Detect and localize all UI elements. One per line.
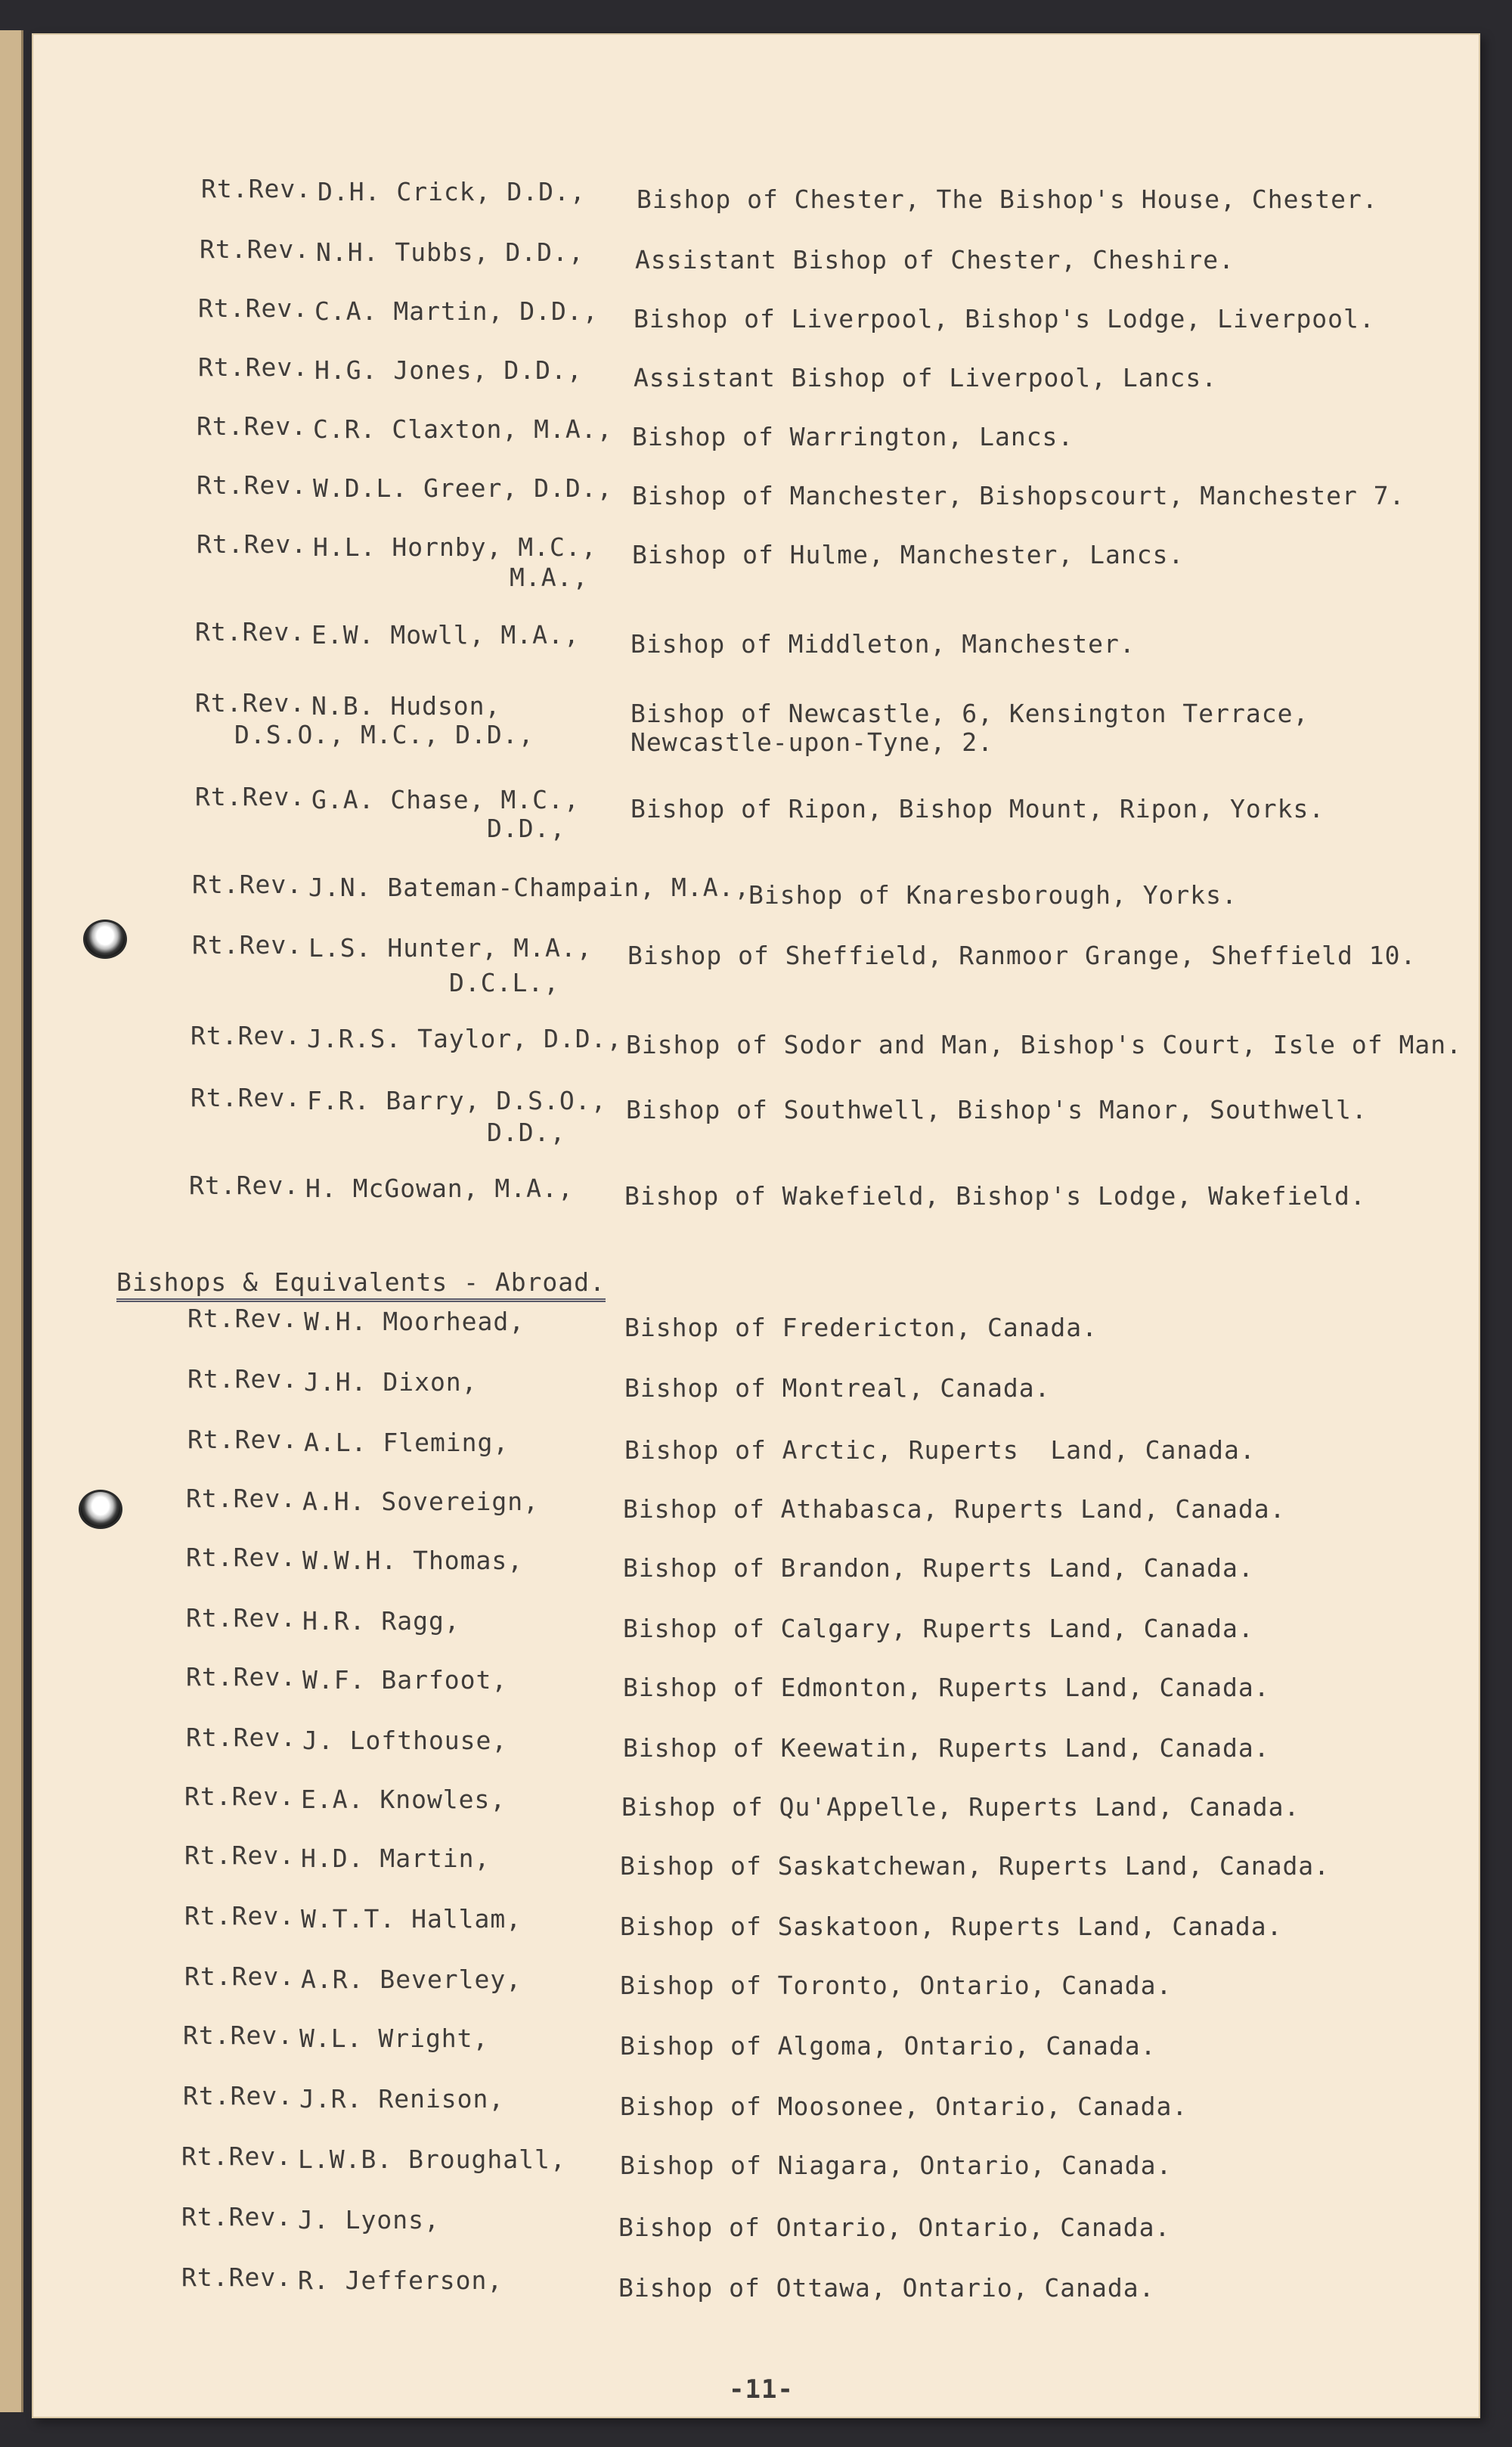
- entry-title: Rt.Rev.: [184, 1901, 296, 1931]
- entry-office-continued: Newcastle-upon-Tyne, 2.: [631, 727, 993, 757]
- entry-office: Bishop of Manchester, Bishopscourt, Manchester 7.: [632, 481, 1405, 510]
- entry-office: Bishop of Warrington, Lancs.: [632, 422, 1074, 451]
- entry-name: W.F. Barfoot,: [302, 1665, 508, 1695]
- entry-office: Bishop of Toronto, Ontario, Canada.: [620, 1971, 1173, 2000]
- entry-name: A.L. Fleming,: [304, 1428, 510, 1457]
- entry-office: Bishop of Middleton, Manchester.: [631, 629, 1136, 659]
- entry-title: Rt.Rev.: [195, 782, 306, 811]
- entry-name: E.A. Knowles,: [301, 1785, 507, 1814]
- entry-office: Bishop of Edmonton, Ruperts Land, Canada.: [623, 1673, 1270, 1702]
- entry-title: Rt.Rev.: [195, 617, 306, 647]
- punch-hole-icon: [83, 920, 127, 959]
- punch-hole-icon: [79, 1490, 122, 1529]
- entry-office: Bishop of Keewatin, Ruperts Land, Canada.: [623, 1733, 1270, 1763]
- entry-office: Bishop of Wakefield, Bishop's Lodge, Wakefield.: [624, 1181, 1366, 1211]
- entry-office: Assistant Bishop of Chester, Cheshire.: [635, 245, 1235, 274]
- entry-name: J. Lofthouse,: [302, 1726, 508, 1755]
- entry-office: Bishop of Athabasca, Ruperts Land, Canada.: [623, 1494, 1286, 1524]
- entry-name: J.R. Renison,: [299, 2084, 505, 2114]
- entry-title: Rt.Rev.: [186, 1662, 297, 1692]
- entry-office: Bishop of Arctic, Ruperts Land, Canada.: [624, 1435, 1256, 1465]
- entry-title: Rt.Rev.: [195, 688, 306, 718]
- entry-title: Rt.Rev.: [189, 1171, 300, 1200]
- entry-name: H.L. Hornby, M.C.,: [313, 532, 597, 562]
- entry-name: H.G. Jones, D.D.,: [314, 355, 583, 385]
- entry-title: Rt.Rev.: [187, 1364, 299, 1394]
- entry-title: Rt.Rev.: [184, 1841, 296, 1870]
- entry-name: C.R. Claxton, M.A.,: [313, 414, 613, 444]
- entry-title: Rt.Rev.: [192, 870, 303, 899]
- entry-title: Rt.Rev.: [181, 2202, 293, 2231]
- entry-title: Rt.Rev.: [198, 293, 309, 323]
- entry-office: Bishop of Niagara, Ontario, Canada.: [620, 2151, 1173, 2180]
- entry-office: Bishop of Fredericton, Canada.: [624, 1313, 1098, 1342]
- entry-office: Bishop of Montreal, Canada.: [624, 1373, 1051, 1403]
- entry-name: H. McGowan, M.A.,: [305, 1174, 574, 1203]
- entry-title: Rt.Rev.: [184, 1782, 296, 1811]
- entry-name: W.T.T. Hallam,: [301, 1904, 522, 1934]
- entry-title: Rt.Rev.: [191, 1083, 302, 1112]
- entry-office: Bishop of Sodor and Man, Bishop's Court, Isle of Man.: [626, 1030, 1462, 1059]
- entry-office: Bishop of Saskatchewan, Ruperts Land, Canada.: [620, 1851, 1331, 1881]
- entry-name: A.R. Beverley,: [301, 1965, 522, 1994]
- entry-office: Bishop of Moosonee, Ontario, Canada.: [620, 2092, 1188, 2121]
- entry-name: J.N. Bateman-Champain, M.A.,: [308, 873, 751, 902]
- entry-name: F.R. Barry, D.S.O.,: [307, 1086, 607, 1115]
- entry-office: Assistant Bishop of Liverpool, Lancs.: [634, 363, 1218, 392]
- entry-name: D.H. Crick, D.D.,: [318, 177, 586, 206]
- entry-title: Rt.Rev.: [181, 2142, 293, 2171]
- entry-office: Bishop of Liverpool, Bishop's Lodge, Liverpool.: [634, 304, 1375, 333]
- entry-name: J.H. Dixon,: [304, 1367, 478, 1397]
- entry-name-continued: D.S.O., M.C., D.D.,: [234, 720, 534, 749]
- entry-title: Rt.Rev.: [186, 1543, 297, 1572]
- entry-title: Rt.Rev.: [197, 470, 308, 500]
- entry-title: Rt.Rev.: [184, 1962, 296, 1991]
- entry-office: Bishop of Newcastle, 6, Kensington Terrace,: [631, 699, 1309, 728]
- section-heading: Bishops & Equivalents - Abroad.: [116, 1267, 606, 1302]
- entry-name: L.S. Hunter, M.A.,: [308, 933, 593, 963]
- entry-title: Rt.Rev.: [197, 411, 308, 441]
- entry-name: J. Lyons,: [298, 2205, 440, 2235]
- entry-title: Rt.Rev.: [197, 529, 308, 559]
- document-page: [32, 33, 1480, 2418]
- entry-office: Bishop of Knaresborough, Yorks.: [748, 880, 1238, 910]
- entry-office: Bishop of Ripon, Bishop Mount, Ripon, Yorks.: [631, 794, 1325, 823]
- entry-name: C.A. Martin, D.D.,: [314, 296, 599, 326]
- entry-name-continued: D.D.,: [487, 814, 566, 843]
- entry-title: Rt.Rev.: [186, 1603, 297, 1633]
- entry-name: E.W. Mowll, M.A.,: [311, 620, 580, 650]
- entry-office: Bishop of Chester, The Bishop's House, Chester.: [637, 185, 1378, 214]
- entry-office: Bishop of Qu'Appelle, Ruperts Land, Canada.: [621, 1792, 1300, 1822]
- entry-title: Rt.Rev.: [198, 352, 309, 382]
- entry-name: N.B. Hudson,: [311, 691, 501, 721]
- entry-name: W.H. Moorhead,: [304, 1307, 525, 1336]
- entry-office: Bishop of Algoma, Ontario, Canada.: [620, 2031, 1157, 2061]
- entry-title: Rt.Rev.: [186, 1723, 297, 1752]
- entry-office: Bishop of Southwell, Bishop's Manor, Southwell.: [626, 1095, 1368, 1124]
- entry-name: H.D. Martin,: [301, 1844, 491, 1873]
- entry-name: W.W.H. Thomas,: [302, 1546, 524, 1575]
- entry-name: W.D.L. Greer, D.D.,: [313, 473, 613, 503]
- entry-name: J.R.S. Taylor, D.D.,: [307, 1024, 623, 1053]
- entry-office: Bishop of Ontario, Ontario, Canada.: [618, 2213, 1171, 2242]
- page-number: -11-: [729, 2374, 794, 2405]
- adjacent-page-edge: [0, 30, 23, 2412]
- entry-name: A.H. Sovereign,: [302, 1487, 540, 1516]
- entry-office: Bishop of Hulme, Manchester, Lancs.: [632, 540, 1185, 569]
- entry-title: Rt.Rev.: [200, 234, 311, 264]
- entry-name: W.L. Wright,: [299, 2024, 489, 2053]
- entry-name-continued: M.A.,: [510, 563, 589, 592]
- entry-title: Rt.Rev.: [191, 1021, 302, 1050]
- entry-name-continued: D.C.L.,: [449, 968, 560, 997]
- entry-title: Rt.Rev.: [183, 2081, 294, 2110]
- entry-office: Bishop of Brandon, Ruperts Land, Canada.: [623, 1553, 1254, 1583]
- entry-name: G.A. Chase, M.C.,: [311, 785, 580, 814]
- entry-name-continued: D.D.,: [487, 1118, 566, 1147]
- entry-office: Bishop of Calgary, Ruperts Land, Canada.: [623, 1614, 1254, 1643]
- entry-name: R. Jefferson,: [298, 2266, 503, 2295]
- entry-title: Rt.Rev.: [183, 2021, 294, 2050]
- entry-office: Bishop of Saskatoon, Ruperts Land, Canada.: [620, 1912, 1283, 1941]
- entry-office: Bishop of Sheffield, Ranmoor Grange, Sheffield 10.: [627, 941, 1417, 970]
- entry-title: Rt.Rev.: [201, 174, 312, 203]
- entry-title: Rt.Rev.: [192, 930, 303, 960]
- entry-name: N.H. Tubbs, D.D.,: [316, 237, 584, 267]
- entry-office: Bishop of Ottawa, Ontario, Canada.: [618, 2273, 1155, 2303]
- entry-name: L.W.B. Broughall,: [298, 2145, 566, 2174]
- entry-name: H.R. Ragg,: [302, 1606, 460, 1636]
- entry-title: Rt.Rev.: [187, 1304, 299, 1333]
- entry-title: Rt.Rev.: [181, 2262, 293, 2292]
- entry-title: Rt.Rev.: [187, 1425, 299, 1454]
- entry-title: Rt.Rev.: [186, 1484, 297, 1513]
